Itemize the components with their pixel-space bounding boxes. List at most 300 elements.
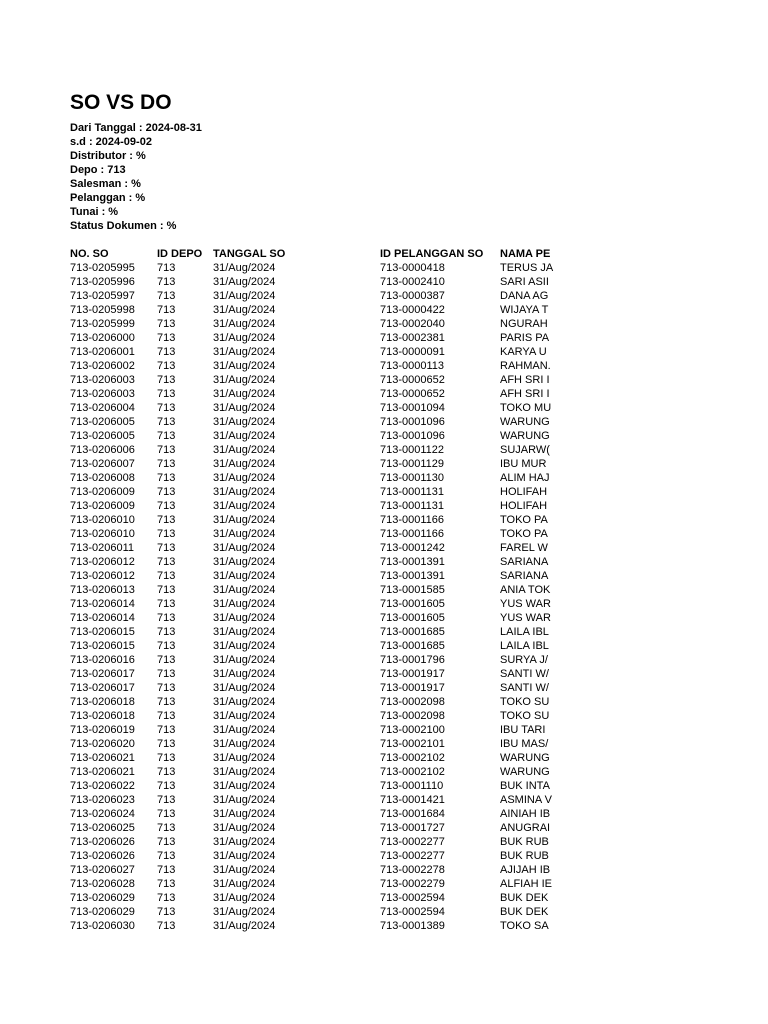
cell-nama-pelanggan: SUJARW(: [500, 444, 550, 456]
filter-date-from: Dari Tanggal : 2024-08-31: [70, 122, 202, 134]
table-row: [70, 331, 630, 345]
cell-id-pelanggan-so: 713-0001391: [380, 570, 445, 582]
cell-nama-pelanggan: ALFIAH IE: [500, 878, 552, 890]
cell-tanggal-so: 31/Aug/2024: [213, 878, 276, 890]
cell-id-pelanggan-so: 713-0001727: [380, 822, 445, 834]
cell-tanggal-so: 31/Aug/2024: [213, 304, 276, 316]
cell-id-pelanggan-so: 713-0001585: [380, 584, 445, 596]
cell-id-pelanggan-so: 713-0001131: [380, 500, 445, 512]
cell-nama-pelanggan: AINIAH IB: [500, 808, 551, 820]
cell-id-pelanggan-so: 713-0002098: [380, 710, 445, 722]
cell-id-pelanggan-so: 713-0001389: [380, 920, 445, 932]
cell-no-so: 713-0206022: [70, 780, 135, 792]
cell-tanggal-so: 31/Aug/2024: [213, 682, 276, 694]
cell-tanggal-so: 31/Aug/2024: [213, 584, 276, 596]
cell-id-depo: 713: [157, 556, 176, 568]
cell-id-depo: 713: [157, 416, 176, 428]
cell-nama-pelanggan: FAREL W: [500, 542, 548, 554]
cell-tanggal-so: 31/Aug/2024: [213, 332, 276, 344]
cell-tanggal-so: 31/Aug/2024: [213, 598, 276, 610]
cell-nama-pelanggan: HOLIFAH: [500, 486, 548, 498]
cell-id-depo: 713: [157, 472, 176, 484]
table-row: [70, 541, 630, 555]
cell-id-depo: 713: [157, 360, 176, 372]
cell-id-depo: 713: [157, 262, 176, 274]
cell-id-pelanggan-so: 713-0002277: [380, 836, 445, 848]
report-table: [70, 247, 630, 933]
cell-nama-pelanggan: AJIJAH IB: [500, 864, 551, 876]
cell-id-pelanggan-so: 713-0000652: [380, 388, 445, 400]
cell-no-so: 713-0206014: [70, 598, 135, 610]
cell-nama-pelanggan: RAHMAN.: [500, 360, 551, 372]
cell-tanggal-so: 31/Aug/2024: [213, 570, 276, 582]
cell-nama-pelanggan: HOLIFAH: [500, 500, 548, 512]
cell-no-so: 713-0206026: [70, 836, 135, 848]
cell-nama-pelanggan: TOKO PA: [500, 528, 548, 540]
table-row: [70, 317, 630, 331]
cell-no-so: 713-0206003: [70, 388, 135, 400]
cell-id-depo: 713: [157, 682, 176, 694]
cell-nama-pelanggan: TERUS JA: [500, 262, 554, 274]
table-row: [70, 835, 630, 849]
cell-no-so: 713-0206021: [70, 752, 135, 764]
cell-tanggal-so: 31/Aug/2024: [213, 724, 276, 736]
table-row: [70, 457, 630, 471]
cell-no-so: 713-0206017: [70, 668, 135, 680]
cell-no-so: 713-0206005: [70, 416, 135, 428]
cell-id-pelanggan-so: 713-0001917: [380, 682, 445, 694]
table-row: [70, 513, 630, 527]
table-row: [70, 527, 630, 541]
cell-id-depo: 713: [157, 668, 176, 680]
table-row: [70, 849, 630, 863]
cell-id-pelanggan-so: 713-0002381: [380, 332, 445, 344]
cell-id-pelanggan-so: 713-0002277: [380, 850, 445, 862]
cell-no-so: 713-0206012: [70, 556, 135, 568]
cell-nama-pelanggan: TOKO SU: [500, 710, 550, 722]
cell-id-depo: 713: [157, 332, 176, 344]
cell-id-pelanggan-so: 713-0002594: [380, 906, 445, 918]
cell-id-depo: 713: [157, 584, 176, 596]
cell-tanggal-so: 31/Aug/2024: [213, 612, 276, 624]
cell-id-depo: 713: [157, 780, 176, 792]
table-row: [70, 667, 630, 681]
cell-id-depo: 713: [157, 402, 176, 414]
table-row: [70, 625, 630, 639]
table-row: [70, 695, 630, 709]
table-row: [70, 597, 630, 611]
cell-id-pelanggan-so: 713-0001110: [380, 780, 444, 792]
table-row: [70, 751, 630, 765]
table-row: [70, 611, 630, 625]
cell-nama-pelanggan: BUK RUB: [500, 850, 549, 862]
cell-id-depo: 713: [157, 570, 176, 582]
cell-nama-pelanggan: BUK INTA: [500, 780, 550, 792]
header-id-pelanggan-so: ID PELANGGAN SO: [380, 248, 484, 260]
cell-tanggal-so: 31/Aug/2024: [213, 780, 276, 792]
cell-no-so: 713-0206015: [70, 626, 135, 638]
cell-no-so: 713-0206010: [70, 528, 135, 540]
cell-id-pelanggan-so: 713-0001096: [380, 416, 445, 428]
cell-id-depo: 713: [157, 304, 176, 316]
cell-id-pelanggan-so: 713-0002594: [380, 892, 445, 904]
cell-id-pelanggan-so: 713-0001917: [380, 668, 445, 680]
table-row: [70, 289, 630, 303]
cell-id-depo: 713: [157, 766, 176, 778]
cell-no-so: 713-0206012: [70, 570, 135, 582]
filter-tunai: Tunai : %: [70, 206, 119, 218]
cell-id-depo: 713: [157, 444, 176, 456]
cell-no-so: 713-0206027: [70, 864, 135, 876]
cell-tanggal-so: 31/Aug/2024: [213, 276, 276, 288]
cell-id-pelanggan-so: 713-0000091: [380, 346, 445, 358]
cell-no-so: 713-0206028: [70, 878, 135, 890]
report-table-viewport: [70, 247, 554, 937]
cell-id-depo: 713: [157, 822, 176, 834]
filter-pelanggan: Pelanggan : %: [70, 192, 146, 204]
cell-tanggal-so: 31/Aug/2024: [213, 374, 276, 386]
cell-id-depo: 713: [157, 374, 176, 386]
cell-tanggal-so: 31/Aug/2024: [213, 710, 276, 722]
cell-no-so: 713-0206007: [70, 458, 135, 470]
cell-no-so: 713-0205995: [70, 262, 135, 274]
cell-nama-pelanggan: YUS WAR: [500, 598, 551, 610]
cell-tanggal-so: 31/Aug/2024: [213, 752, 276, 764]
cell-nama-pelanggan: LAILA IBL: [500, 640, 549, 652]
cell-nama-pelanggan: SARIANA: [500, 570, 549, 582]
cell-nama-pelanggan: BUK RUB: [500, 836, 549, 848]
cell-nama-pelanggan: LAILA IBL: [500, 626, 549, 638]
table-row: [70, 359, 630, 373]
cell-no-so: 713-0205997: [70, 290, 135, 302]
cell-nama-pelanggan: IBU MUR: [500, 458, 547, 470]
cell-nama-pelanggan: TOKO SA: [500, 920, 549, 932]
cell-nama-pelanggan: ASMINA V: [500, 794, 552, 806]
table-row: [70, 737, 630, 751]
cell-no-so: 713-0206013: [70, 584, 135, 596]
cell-no-so: 713-0206024: [70, 808, 135, 820]
cell-id-pelanggan-so: 713-0001605: [380, 612, 445, 624]
cell-nama-pelanggan: SURYA J/: [500, 654, 548, 666]
cell-id-depo: 713: [157, 794, 176, 806]
cell-id-pelanggan-so: 713-0001242: [380, 542, 445, 554]
cell-no-so: 713-0206000: [70, 332, 135, 344]
cell-tanggal-so: 31/Aug/2024: [213, 402, 276, 414]
cell-nama-pelanggan: WARUNG: [500, 766, 550, 778]
cell-id-depo: 713: [157, 500, 176, 512]
cell-id-pelanggan-so: 713-0000652: [380, 374, 445, 386]
cell-no-so: 713-0206025: [70, 822, 135, 834]
cell-tanggal-so: 31/Aug/2024: [213, 626, 276, 638]
header-tanggal-so: TANGGAL SO: [213, 248, 286, 260]
cell-id-pelanggan-so: 713-0002102: [380, 766, 445, 778]
cell-nama-pelanggan: WARUNG: [500, 430, 550, 442]
cell-nama-pelanggan: ANIA TOK: [500, 584, 551, 596]
table-row: [70, 793, 630, 807]
table-row: [70, 415, 630, 429]
table-row: [70, 569, 630, 583]
cell-tanggal-so: 31/Aug/2024: [213, 514, 276, 526]
cell-id-depo: 713: [157, 864, 176, 876]
table-row: [70, 877, 630, 891]
table-row: [70, 261, 630, 275]
cell-nama-pelanggan: TOKO MU: [500, 402, 552, 414]
cell-tanggal-so: 31/Aug/2024: [213, 836, 276, 848]
table-row: [70, 345, 630, 359]
table-row: [70, 807, 630, 821]
table-body: [70, 261, 630, 933]
cell-no-so: 713-0206026: [70, 850, 135, 862]
cell-id-depo: 713: [157, 514, 176, 526]
cell-id-pelanggan-so: 713-0002040: [380, 318, 445, 330]
cell-tanggal-so: 31/Aug/2024: [213, 542, 276, 554]
cell-nama-pelanggan: SANTI W/: [500, 682, 549, 694]
cell-id-depo: 713: [157, 542, 176, 554]
table-row: [70, 905, 630, 919]
cell-id-pelanggan-so: 713-0000113: [380, 360, 445, 372]
cell-id-depo: 713: [157, 808, 176, 820]
cell-no-so: 713-0206030: [70, 920, 135, 932]
cell-no-so: 713-0205998: [70, 304, 135, 316]
table-row: [70, 765, 630, 779]
table-row: [70, 275, 630, 289]
cell-id-pelanggan-so: 713-0001129: [380, 458, 445, 470]
cell-tanggal-so: 31/Aug/2024: [213, 654, 276, 666]
filter-distributor: Distributor : %: [70, 150, 146, 162]
cell-nama-pelanggan: SANTI W/: [500, 668, 549, 680]
cell-tanggal-so: 31/Aug/2024: [213, 346, 276, 358]
cell-tanggal-so: 31/Aug/2024: [213, 556, 276, 568]
header-no-so: NO. SO: [70, 248, 109, 260]
cell-id-depo: 713: [157, 528, 176, 540]
cell-id-pelanggan-so: 713-0001166: [380, 528, 445, 540]
cell-id-pelanggan-so: 713-0000422: [380, 304, 445, 316]
cell-no-so: 713-0206006: [70, 444, 135, 456]
cell-tanggal-so: 31/Aug/2024: [213, 416, 276, 428]
cell-tanggal-so: 31/Aug/2024: [213, 864, 276, 876]
cell-nama-pelanggan: ANUGRAI: [500, 822, 551, 834]
cell-nama-pelanggan: IBU TARI: [500, 724, 546, 736]
cell-no-so: 713-0206009: [70, 486, 135, 498]
cell-nama-pelanggan: DANA AG: [500, 290, 549, 302]
cell-nama-pelanggan: SARI ASII: [500, 276, 549, 288]
header-id-depo: ID DEPO: [157, 248, 203, 260]
cell-tanggal-so: 31/Aug/2024: [213, 388, 276, 400]
cell-no-so: 713-0206023: [70, 794, 135, 806]
cell-no-so: 713-0206018: [70, 710, 135, 722]
cell-tanggal-so: 31/Aug/2024: [213, 696, 276, 708]
cell-nama-pelanggan: YUS WAR: [500, 612, 551, 624]
cell-no-so: 713-0206014: [70, 612, 135, 624]
cell-no-so: 713-0206001: [70, 346, 135, 358]
cell-no-so: 713-0206009: [70, 500, 135, 512]
cell-no-so: 713-0205999: [70, 318, 135, 330]
cell-no-so: 713-0206002: [70, 360, 135, 372]
cell-id-pelanggan-so: 713-0001122: [380, 444, 445, 456]
cell-tanggal-so: 31/Aug/2024: [213, 640, 276, 652]
cell-nama-pelanggan: NGURAH: [500, 318, 548, 330]
cell-id-depo: 713: [157, 738, 176, 750]
table-row: [70, 443, 630, 457]
cell-no-so: 713-0206010: [70, 514, 135, 526]
cell-id-pelanggan-so: 713-0002279: [380, 878, 445, 890]
cell-id-depo: 713: [157, 892, 176, 904]
cell-tanggal-so: 31/Aug/2024: [213, 318, 276, 330]
cell-id-pelanggan-so: 713-0001605: [380, 598, 445, 610]
cell-id-pelanggan-so: 713-0001096: [380, 430, 445, 442]
cell-id-depo: 713: [157, 626, 176, 638]
cell-nama-pelanggan: KARYA U: [500, 346, 547, 358]
cell-id-depo: 713: [157, 640, 176, 652]
cell-no-so: 713-0206021: [70, 766, 135, 778]
cell-tanggal-so: 31/Aug/2024: [213, 360, 276, 372]
cell-tanggal-so: 31/Aug/2024: [213, 500, 276, 512]
cell-nama-pelanggan: SARIANA: [500, 556, 549, 568]
filter-salesman: Salesman : %: [70, 178, 141, 190]
cell-tanggal-so: 31/Aug/2024: [213, 262, 276, 274]
table-row: [70, 373, 630, 387]
cell-no-so: 713-0206015: [70, 640, 135, 652]
cell-tanggal-so: 31/Aug/2024: [213, 920, 276, 932]
table-row: [70, 653, 630, 667]
cell-tanggal-so: 31/Aug/2024: [213, 766, 276, 778]
cell-id-pelanggan-so: 713-0001684: [380, 808, 445, 820]
cell-nama-pelanggan: AFH SRI I: [500, 388, 550, 400]
table-header-row: [70, 247, 630, 261]
cell-nama-pelanggan: TOKO SU: [500, 696, 550, 708]
cell-nama-pelanggan: WARUNG: [500, 416, 550, 428]
cell-id-depo: 713: [157, 612, 176, 624]
cell-id-pelanggan-so: 713-0001130: [380, 472, 445, 484]
cell-tanggal-so: 31/Aug/2024: [213, 668, 276, 680]
cell-id-depo: 713: [157, 290, 176, 302]
cell-no-so: 713-0206017: [70, 682, 135, 694]
cell-tanggal-so: 31/Aug/2024: [213, 850, 276, 862]
cell-tanggal-so: 31/Aug/2024: [213, 444, 276, 456]
cell-nama-pelanggan: IBU MAS/: [500, 738, 549, 750]
cell-nama-pelanggan: WARUNG: [500, 752, 550, 764]
filter-date-to: s.d : 2024-09-02: [70, 136, 152, 148]
table-row: [70, 485, 630, 499]
table-row: [70, 919, 630, 933]
table-row: [70, 555, 630, 569]
cell-tanggal-so: 31/Aug/2024: [213, 738, 276, 750]
cell-id-pelanggan-so: 713-0001094: [380, 402, 445, 414]
table-row: [70, 863, 630, 877]
cell-no-so: 713-0206005: [70, 430, 135, 442]
cell-id-depo: 713: [157, 850, 176, 862]
cell-id-pelanggan-so: 713-0001685: [380, 640, 445, 652]
cell-tanggal-so: 31/Aug/2024: [213, 794, 276, 806]
cell-no-so: 713-0206016: [70, 654, 135, 666]
cell-id-depo: 713: [157, 710, 176, 722]
cell-id-depo: 713: [157, 724, 176, 736]
cell-id-depo: 713: [157, 920, 176, 932]
header-nama-pelanggan: NAMA PE: [500, 248, 551, 260]
cell-id-pelanggan-so: 713-0000418: [380, 262, 445, 274]
cell-nama-pelanggan: WIJAYA T: [500, 304, 549, 316]
table-row: [70, 779, 630, 793]
cell-id-pelanggan-so: 713-0001391: [380, 556, 445, 568]
cell-id-depo: 713: [157, 906, 176, 918]
cell-tanggal-so: 31/Aug/2024: [213, 458, 276, 470]
cell-id-pelanggan-so: 713-0001166: [380, 514, 445, 526]
cell-tanggal-so: 31/Aug/2024: [213, 808, 276, 820]
cell-no-so: 713-0206008: [70, 472, 135, 484]
cell-id-depo: 713: [157, 388, 176, 400]
cell-id-pelanggan-so: 713-0001796: [380, 654, 445, 666]
cell-nama-pelanggan: AFH SRI I: [500, 374, 550, 386]
table-row: [70, 303, 630, 317]
report-filters: [70, 121, 202, 233]
cell-id-depo: 713: [157, 654, 176, 666]
cell-id-depo: 713: [157, 752, 176, 764]
table-row: [70, 429, 630, 443]
cell-id-depo: 713: [157, 836, 176, 848]
cell-id-pelanggan-so: 713-0002098: [380, 696, 445, 708]
cell-nama-pelanggan: BUK DEK: [500, 892, 549, 904]
cell-no-so: 713-0205996: [70, 276, 135, 288]
report-title: SO VS DO: [70, 91, 172, 114]
cell-no-so: 713-0206029: [70, 892, 135, 904]
cell-id-depo: 713: [157, 486, 176, 498]
cell-tanggal-so: 31/Aug/2024: [213, 430, 276, 442]
cell-id-depo: 713: [157, 276, 176, 288]
cell-nama-pelanggan: TOKO PA: [500, 514, 548, 526]
cell-no-so: 713-0206019: [70, 724, 135, 736]
cell-no-so: 713-0206029: [70, 906, 135, 918]
cell-id-depo: 713: [157, 318, 176, 330]
table-row: [70, 681, 630, 695]
cell-no-so: 713-0206003: [70, 374, 135, 386]
cell-tanggal-so: 31/Aug/2024: [213, 472, 276, 484]
table-row: [70, 583, 630, 597]
cell-nama-pelanggan: BUK DEK: [500, 906, 549, 918]
cell-no-so: 713-0206020: [70, 738, 135, 750]
cell-no-so: 713-0206004: [70, 402, 135, 414]
cell-id-depo: 713: [157, 878, 176, 890]
cell-no-so: 713-0206011: [70, 542, 135, 554]
cell-id-pelanggan-so: 713-0002102: [380, 752, 445, 764]
cell-tanggal-so: 31/Aug/2024: [213, 528, 276, 540]
table-row: [70, 891, 630, 905]
cell-id-pelanggan-so: 713-0001685: [380, 626, 445, 638]
filter-depo: Depo : 713: [70, 164, 126, 176]
cell-id-depo: 713: [157, 346, 176, 358]
table-row: [70, 471, 630, 485]
cell-tanggal-so: 31/Aug/2024: [213, 486, 276, 498]
cell-id-depo: 713: [157, 430, 176, 442]
cell-tanggal-so: 31/Aug/2024: [213, 906, 276, 918]
table-row: [70, 709, 630, 723]
cell-id-pelanggan-so: 713-0001131: [380, 486, 445, 498]
cell-id-pelanggan-so: 713-0001421: [380, 794, 445, 806]
cell-id-depo: 713: [157, 458, 176, 470]
cell-id-pelanggan-so: 713-0002278: [380, 864, 445, 876]
cell-nama-pelanggan: ALIM HAJ: [500, 472, 550, 484]
table-row: [70, 821, 630, 835]
cell-tanggal-so: 31/Aug/2024: [213, 822, 276, 834]
cell-id-pelanggan-so: 713-0002101: [380, 738, 445, 750]
table-row: [70, 401, 630, 415]
cell-id-depo: 713: [157, 696, 176, 708]
table-row: [70, 723, 630, 737]
cell-id-pelanggan-so: 713-0002410: [380, 276, 445, 288]
cell-id-pelanggan-so: 713-0002100: [380, 724, 445, 736]
cell-tanggal-so: 31/Aug/2024: [213, 892, 276, 904]
filter-status-dokumen: Status Dokumen : %: [70, 220, 177, 232]
cell-tanggal-so: 31/Aug/2024: [213, 290, 276, 302]
